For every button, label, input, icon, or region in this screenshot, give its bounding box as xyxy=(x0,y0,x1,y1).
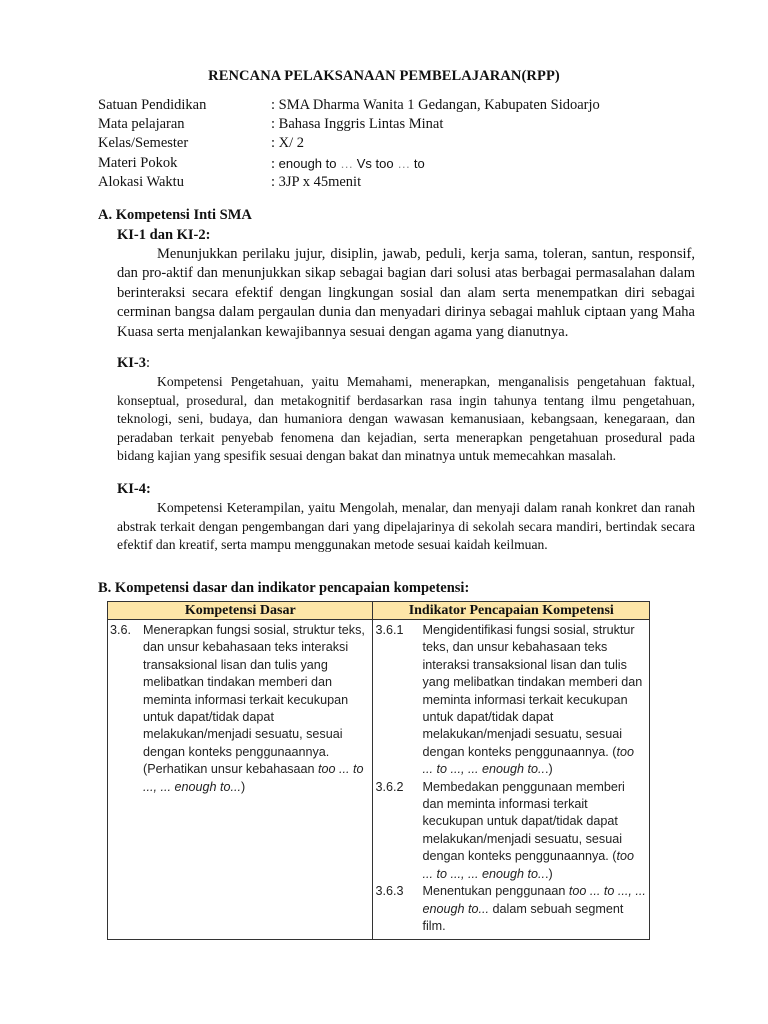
identity-label: Alokasi Waktu xyxy=(98,173,184,190)
indicator-cell xyxy=(373,620,650,940)
kd-note-suffix: ) xyxy=(241,779,246,794)
kd-cell xyxy=(108,620,373,940)
indicator-number: 3.6.2 xyxy=(375,779,404,794)
section-b-heading: B. Kompetensi dasar dan indikator pencapaian kompetensi: xyxy=(98,580,470,596)
identity-label: Mata pelajaran xyxy=(98,116,185,133)
competency-table xyxy=(107,601,650,940)
indicator-item xyxy=(375,622,647,779)
indicator-number: 3.6.3 xyxy=(375,884,404,899)
identity-row-material xyxy=(98,154,600,173)
identity-value: : Bahasa Inggris Lintas Minat xyxy=(271,116,444,133)
identity-value xyxy=(271,154,425,173)
indicator-text-body: Membedakan penggunaan memberi dan meminta informasi terkait kecukupan untuk dapat/tidak dapat melakukan/menjadi sesuatu, sesuai dengan konteks penggunaannya. ( xyxy=(422,779,625,864)
ki3-heading xyxy=(117,355,150,372)
ki4-heading: KI-4: xyxy=(117,481,151,497)
indicator-suffix: .) xyxy=(545,762,553,777)
material-part: enough to xyxy=(278,155,337,171)
indicator-suffix: .) xyxy=(545,866,553,881)
indicator-item xyxy=(375,883,647,935)
table-row xyxy=(108,620,650,940)
identity-row-subject xyxy=(98,115,600,134)
section-a-heading: A. Kompetensi Inti SMA xyxy=(98,207,252,223)
kd-text-body: Menerapkan fungsi sosial, struktur teks, dan unsur kebahasaan teks interaksi transaksional lisan dan tulis yang melibatkan tindakan memberi dan meminta informasi terkait kecukupan untuk dapat/tidak dapat melakukan/menjadi sesuatu, sesuai dengan konteks penggunaannya. xyxy=(143,623,365,759)
indicator-number: 3.6.1 xyxy=(375,623,404,637)
material-part: to xyxy=(413,155,425,171)
ki3-paragraph: Kompetensi Pengetahuan, yaitu Memahami, menerapkan, menganalisis pengetahuan faktual, konseptual, prosedural, dan metakognitif berdasarkan rasa ingin tahunya tentang ilmu pengetahuan, teknologi, seni, budaya, dan humaniora dengan wawasan kemanusiaan, kebangsaan, kenegaraan, dan peradaban terkait penyebab fenomena dan kejadian, serta menerapkan pengetahuan prosedural pada bidang kajian yang spesifik sesuai dengan bakat dan minatnya untuk memecahkan masalah. xyxy=(117,374,695,464)
indicator-italic: too ... to ..., ... enough to.. xyxy=(422,744,634,777)
ki12-heading: KI-1 dan KI-2: xyxy=(117,227,211,243)
kd-item xyxy=(110,622,370,796)
header-kompetensi-dasar: Kompetensi Dasar xyxy=(108,602,373,620)
ellipsis: … xyxy=(393,155,414,171)
indicator-italic: too ... to ..., ... enough to.. xyxy=(422,849,634,881)
identity-row-school xyxy=(98,96,600,115)
ki3-heading-text: KI-3 xyxy=(117,355,146,371)
kd-note-italic: too ... to ..., ... enough to... xyxy=(143,762,364,794)
header-indikator: Indikator Pencapaian Kompetensi xyxy=(373,602,650,620)
table-header-row xyxy=(108,602,650,620)
indicator-suffix: dalam sebuah segment film. xyxy=(422,901,624,933)
indicator-text xyxy=(422,779,647,883)
ki3-heading-colon: : xyxy=(146,355,151,371)
identity-value-prefix: : xyxy=(271,155,279,172)
kd-note-prefix: (Perhatikan unsur kebahasaan xyxy=(143,762,319,777)
ki12-paragraph: Menunjukkan perilaku jujur, disiplin, jawab, peduli, kerja sama, toleran, santun, responsif, dan pro-aktif dan menunjukkan sikap sebagai bagian dari solusi atas berbagai permasalahan dalam berinteraksi secara efektif dengan lingkungan sosial dan alam serta menempatkan diri sebagai cerminan bangsa dalam pergaulan dunia dan menyadari dirinya sebagai mahluk ciptaan yang Maha Kuasa serta menjalankan kewajibannya sesuai dengan agama yang dianutnya. xyxy=(117,246,695,340)
identity-label: Satuan Pendidikan xyxy=(98,97,207,113)
indicator-text-body: Menentukan penggunaan xyxy=(422,884,569,899)
identity-value: : SMA Dharma Wanita 1 Gedangan, Kabupaten Sidoarjo xyxy=(271,97,600,113)
indicator-text-body: Mengidentifikasi fungsi sosial, struktur teks, dan unsur kebahasaan teks interaksi transaksional lisan dan tulis yang melibatkan tindakan memberi dan meminta informasi terkait kecukupan untuk dapat/tidak dapat melakukan/menjadi sesuatu, sesuai dengan konteks penggunaannya. ( xyxy=(422,623,643,759)
identity-value: : X/ 2 xyxy=(271,135,305,152)
identity-row-class xyxy=(98,134,600,153)
indicator-text xyxy=(422,883,647,935)
indicator-item xyxy=(375,779,647,883)
identity-block xyxy=(98,96,600,192)
indicator-italic: too ... to ..., ... enough to... xyxy=(422,884,646,916)
identity-label: Kelas/Semester xyxy=(98,135,189,152)
document-title: RENCANA PELAKSANAAN PEMBELAJARAN(RPP) xyxy=(208,68,560,84)
identity-label: Materi Pokok xyxy=(98,154,178,171)
material-part: Vs too xyxy=(356,155,394,171)
ki4-paragraph: Kompetensi Keterampilan, yaitu Mengolah, menalar, dan menyaji dalam ranah konkret dan ranah abstrak terkait dengan pengembangan dari yang dipelajarinya di sekolah secara mandiri, bertindak secara efektif dan kreatif, serta mampu menggunakan metode sesuai kaidah keilmuan. xyxy=(117,500,695,553)
identity-row-time xyxy=(98,173,600,192)
kd-text xyxy=(143,622,370,796)
indicator-text xyxy=(422,622,647,779)
kd-number: 3.6. xyxy=(110,623,132,637)
identity-value: : 3JP x 45menit xyxy=(271,173,362,190)
ellipsis: … xyxy=(336,155,357,171)
